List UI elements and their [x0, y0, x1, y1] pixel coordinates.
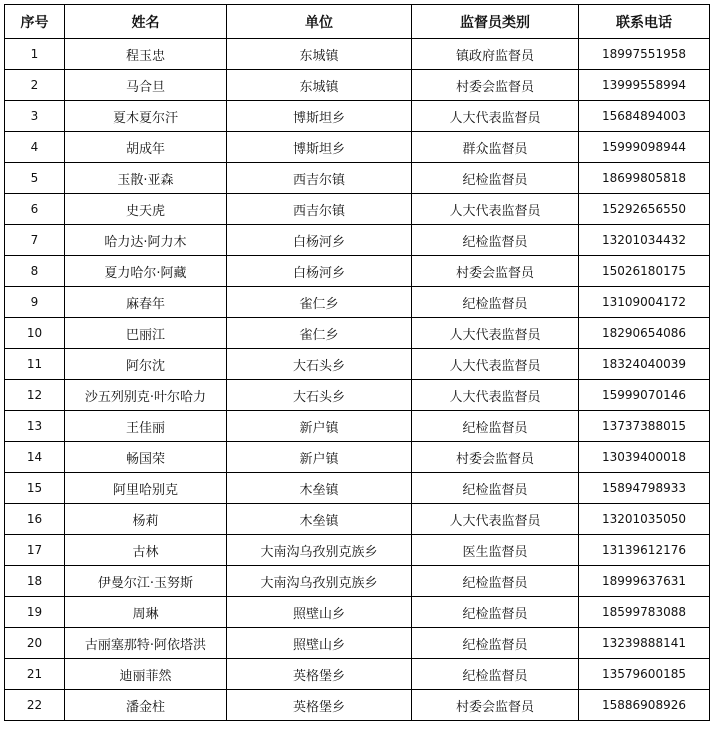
cell-unit: 大石头乡	[227, 349, 412, 380]
cell-category: 纪检监督员	[412, 659, 579, 690]
cell-phone: 15292656550	[579, 194, 710, 225]
cell-unit: 雀仁乡	[227, 287, 412, 318]
table-row	[5, 535, 710, 566]
cell-index: 21	[5, 659, 65, 690]
cell-category: 纪检监督员	[412, 628, 579, 659]
cell-category: 人大代表监督员	[412, 380, 579, 411]
cell-index: 22	[5, 690, 65, 721]
cell-category: 人大代表监督员	[412, 349, 579, 380]
cell-index: 19	[5, 597, 65, 628]
table-row	[5, 70, 710, 101]
cell-unit: 雀仁乡	[227, 318, 412, 349]
table-row	[5, 318, 710, 349]
cell-phone: 13239888141	[579, 628, 710, 659]
cell-phone: 18324040039	[579, 349, 710, 380]
table-row	[5, 163, 710, 194]
cell-index: 20	[5, 628, 65, 659]
cell-unit: 照壁山乡	[227, 597, 412, 628]
cell-category: 纪检监督员	[412, 287, 579, 318]
cell-unit: 英格堡乡	[227, 659, 412, 690]
cell-name: 周琳	[65, 597, 227, 628]
table-row	[5, 287, 710, 318]
cell-index: 10	[5, 318, 65, 349]
table-row	[5, 380, 710, 411]
cell-phone: 13109004172	[579, 287, 710, 318]
cell-unit: 照壁山乡	[227, 628, 412, 659]
cell-category: 村委会监督员	[412, 690, 579, 721]
table-row	[5, 225, 710, 256]
cell-name: 夏木夏尔汗	[65, 101, 227, 132]
cell-index: 12	[5, 380, 65, 411]
cell-phone: 13737388015	[579, 411, 710, 442]
table-row	[5, 411, 710, 442]
cell-index: 11	[5, 349, 65, 380]
cell-category: 人大代表监督员	[412, 504, 579, 535]
cell-phone: 18997551958	[579, 39, 710, 70]
cell-phone: 15886908926	[579, 690, 710, 721]
cell-name: 夏力哈尔·阿藏	[65, 256, 227, 287]
cell-index: 5	[5, 163, 65, 194]
cell-phone: 15026180175	[579, 256, 710, 287]
cell-unit: 白杨河乡	[227, 225, 412, 256]
header-category: 监督员类别	[412, 5, 579, 39]
cell-unit: 木垒镇	[227, 504, 412, 535]
table-row	[5, 194, 710, 225]
cell-phone: 13201034432	[579, 225, 710, 256]
cell-category: 纪检监督员	[412, 411, 579, 442]
cell-category: 医生监督员	[412, 535, 579, 566]
cell-phone: 18290654086	[579, 318, 710, 349]
cell-name: 程玉忠	[65, 39, 227, 70]
cell-category: 纪检监督员	[412, 566, 579, 597]
table-header	[5, 5, 710, 39]
table-row	[5, 349, 710, 380]
cell-phone: 15999098944	[579, 132, 710, 163]
cell-phone: 13039400018	[579, 442, 710, 473]
cell-category: 村委会监督员	[412, 442, 579, 473]
cell-name: 潘金柱	[65, 690, 227, 721]
table-row	[5, 690, 710, 721]
cell-name: 阿里哈别克	[65, 473, 227, 504]
cell-index: 14	[5, 442, 65, 473]
cell-name: 古丽塞那特·阿依塔洪	[65, 628, 227, 659]
cell-unit: 新户镇	[227, 442, 412, 473]
cell-phone: 13999558994	[579, 70, 710, 101]
cell-unit: 木垒镇	[227, 473, 412, 504]
cell-name: 古林	[65, 535, 227, 566]
header-name: 姓名	[65, 5, 227, 39]
cell-index: 7	[5, 225, 65, 256]
cell-index: 4	[5, 132, 65, 163]
table-row	[5, 473, 710, 504]
cell-category: 纪检监督员	[412, 473, 579, 504]
cell-unit: 英格堡乡	[227, 690, 412, 721]
cell-unit: 新户镇	[227, 411, 412, 442]
cell-category: 村委会监督员	[412, 70, 579, 101]
cell-name: 玉散·亚森	[65, 163, 227, 194]
cell-index: 15	[5, 473, 65, 504]
table-row	[5, 659, 710, 690]
header-phone: 联系电话	[579, 5, 710, 39]
table-row	[5, 628, 710, 659]
table-row	[5, 101, 710, 132]
cell-name: 杨莉	[65, 504, 227, 535]
cell-name: 迪丽菲然	[65, 659, 227, 690]
table-row	[5, 442, 710, 473]
cell-index: 1	[5, 39, 65, 70]
cell-name: 马合旦	[65, 70, 227, 101]
cell-unit: 西吉尔镇	[227, 163, 412, 194]
cell-category: 纪检监督员	[412, 163, 579, 194]
cell-name: 王佳丽	[65, 411, 227, 442]
table-row	[5, 132, 710, 163]
cell-phone: 13201035050	[579, 504, 710, 535]
cell-phone: 18599783088	[579, 597, 710, 628]
cell-phone: 13139612176	[579, 535, 710, 566]
cell-index: 3	[5, 101, 65, 132]
cell-phone: 18699805818	[579, 163, 710, 194]
table-row	[5, 256, 710, 287]
cell-index: 16	[5, 504, 65, 535]
cell-category: 纪检监督员	[412, 225, 579, 256]
cell-index: 18	[5, 566, 65, 597]
cell-name: 畅国荣	[65, 442, 227, 473]
cell-index: 17	[5, 535, 65, 566]
cell-name: 胡成年	[65, 132, 227, 163]
cell-name: 巴丽江	[65, 318, 227, 349]
cell-name: 麻春年	[65, 287, 227, 318]
cell-category: 纪检监督员	[412, 597, 579, 628]
table-body	[5, 39, 710, 721]
header-index: 序号	[5, 5, 65, 39]
cell-unit: 东城镇	[227, 39, 412, 70]
cell-index: 2	[5, 70, 65, 101]
cell-index: 13	[5, 411, 65, 442]
cell-category: 人大代表监督员	[412, 101, 579, 132]
cell-unit: 大南沟乌孜别克族乡	[227, 566, 412, 597]
cell-unit: 大石头乡	[227, 380, 412, 411]
table-row	[5, 597, 710, 628]
cell-unit: 大南沟乌孜别克族乡	[227, 535, 412, 566]
header-row	[5, 5, 710, 39]
cell-name: 阿尔沈	[65, 349, 227, 380]
cell-name: 伊曼尔江·玉努斯	[65, 566, 227, 597]
cell-phone: 15894798933	[579, 473, 710, 504]
cell-index: 8	[5, 256, 65, 287]
cell-unit: 东城镇	[227, 70, 412, 101]
cell-unit: 西吉尔镇	[227, 194, 412, 225]
header-unit: 单位	[227, 5, 412, 39]
table-row	[5, 566, 710, 597]
table-row	[5, 504, 710, 535]
cell-category: 镇政府监督员	[412, 39, 579, 70]
cell-unit: 白杨河乡	[227, 256, 412, 287]
cell-category: 人大代表监督员	[412, 318, 579, 349]
cell-name: 哈力达·阿力木	[65, 225, 227, 256]
supervisor-table	[4, 4, 710, 721]
cell-phone: 13579600185	[579, 659, 710, 690]
cell-category: 人大代表监督员	[412, 194, 579, 225]
cell-category: 村委会监督员	[412, 256, 579, 287]
cell-name: 沙五列别克·叶尔哈力	[65, 380, 227, 411]
cell-unit: 博斯坦乡	[227, 101, 412, 132]
cell-name: 史天虎	[65, 194, 227, 225]
cell-index: 6	[5, 194, 65, 225]
cell-phone: 15684894003	[579, 101, 710, 132]
cell-phone: 18999637631	[579, 566, 710, 597]
cell-unit: 博斯坦乡	[227, 132, 412, 163]
cell-category: 群众监督员	[412, 132, 579, 163]
cell-phone: 15999070146	[579, 380, 710, 411]
cell-index: 9	[5, 287, 65, 318]
table-row	[5, 39, 710, 70]
